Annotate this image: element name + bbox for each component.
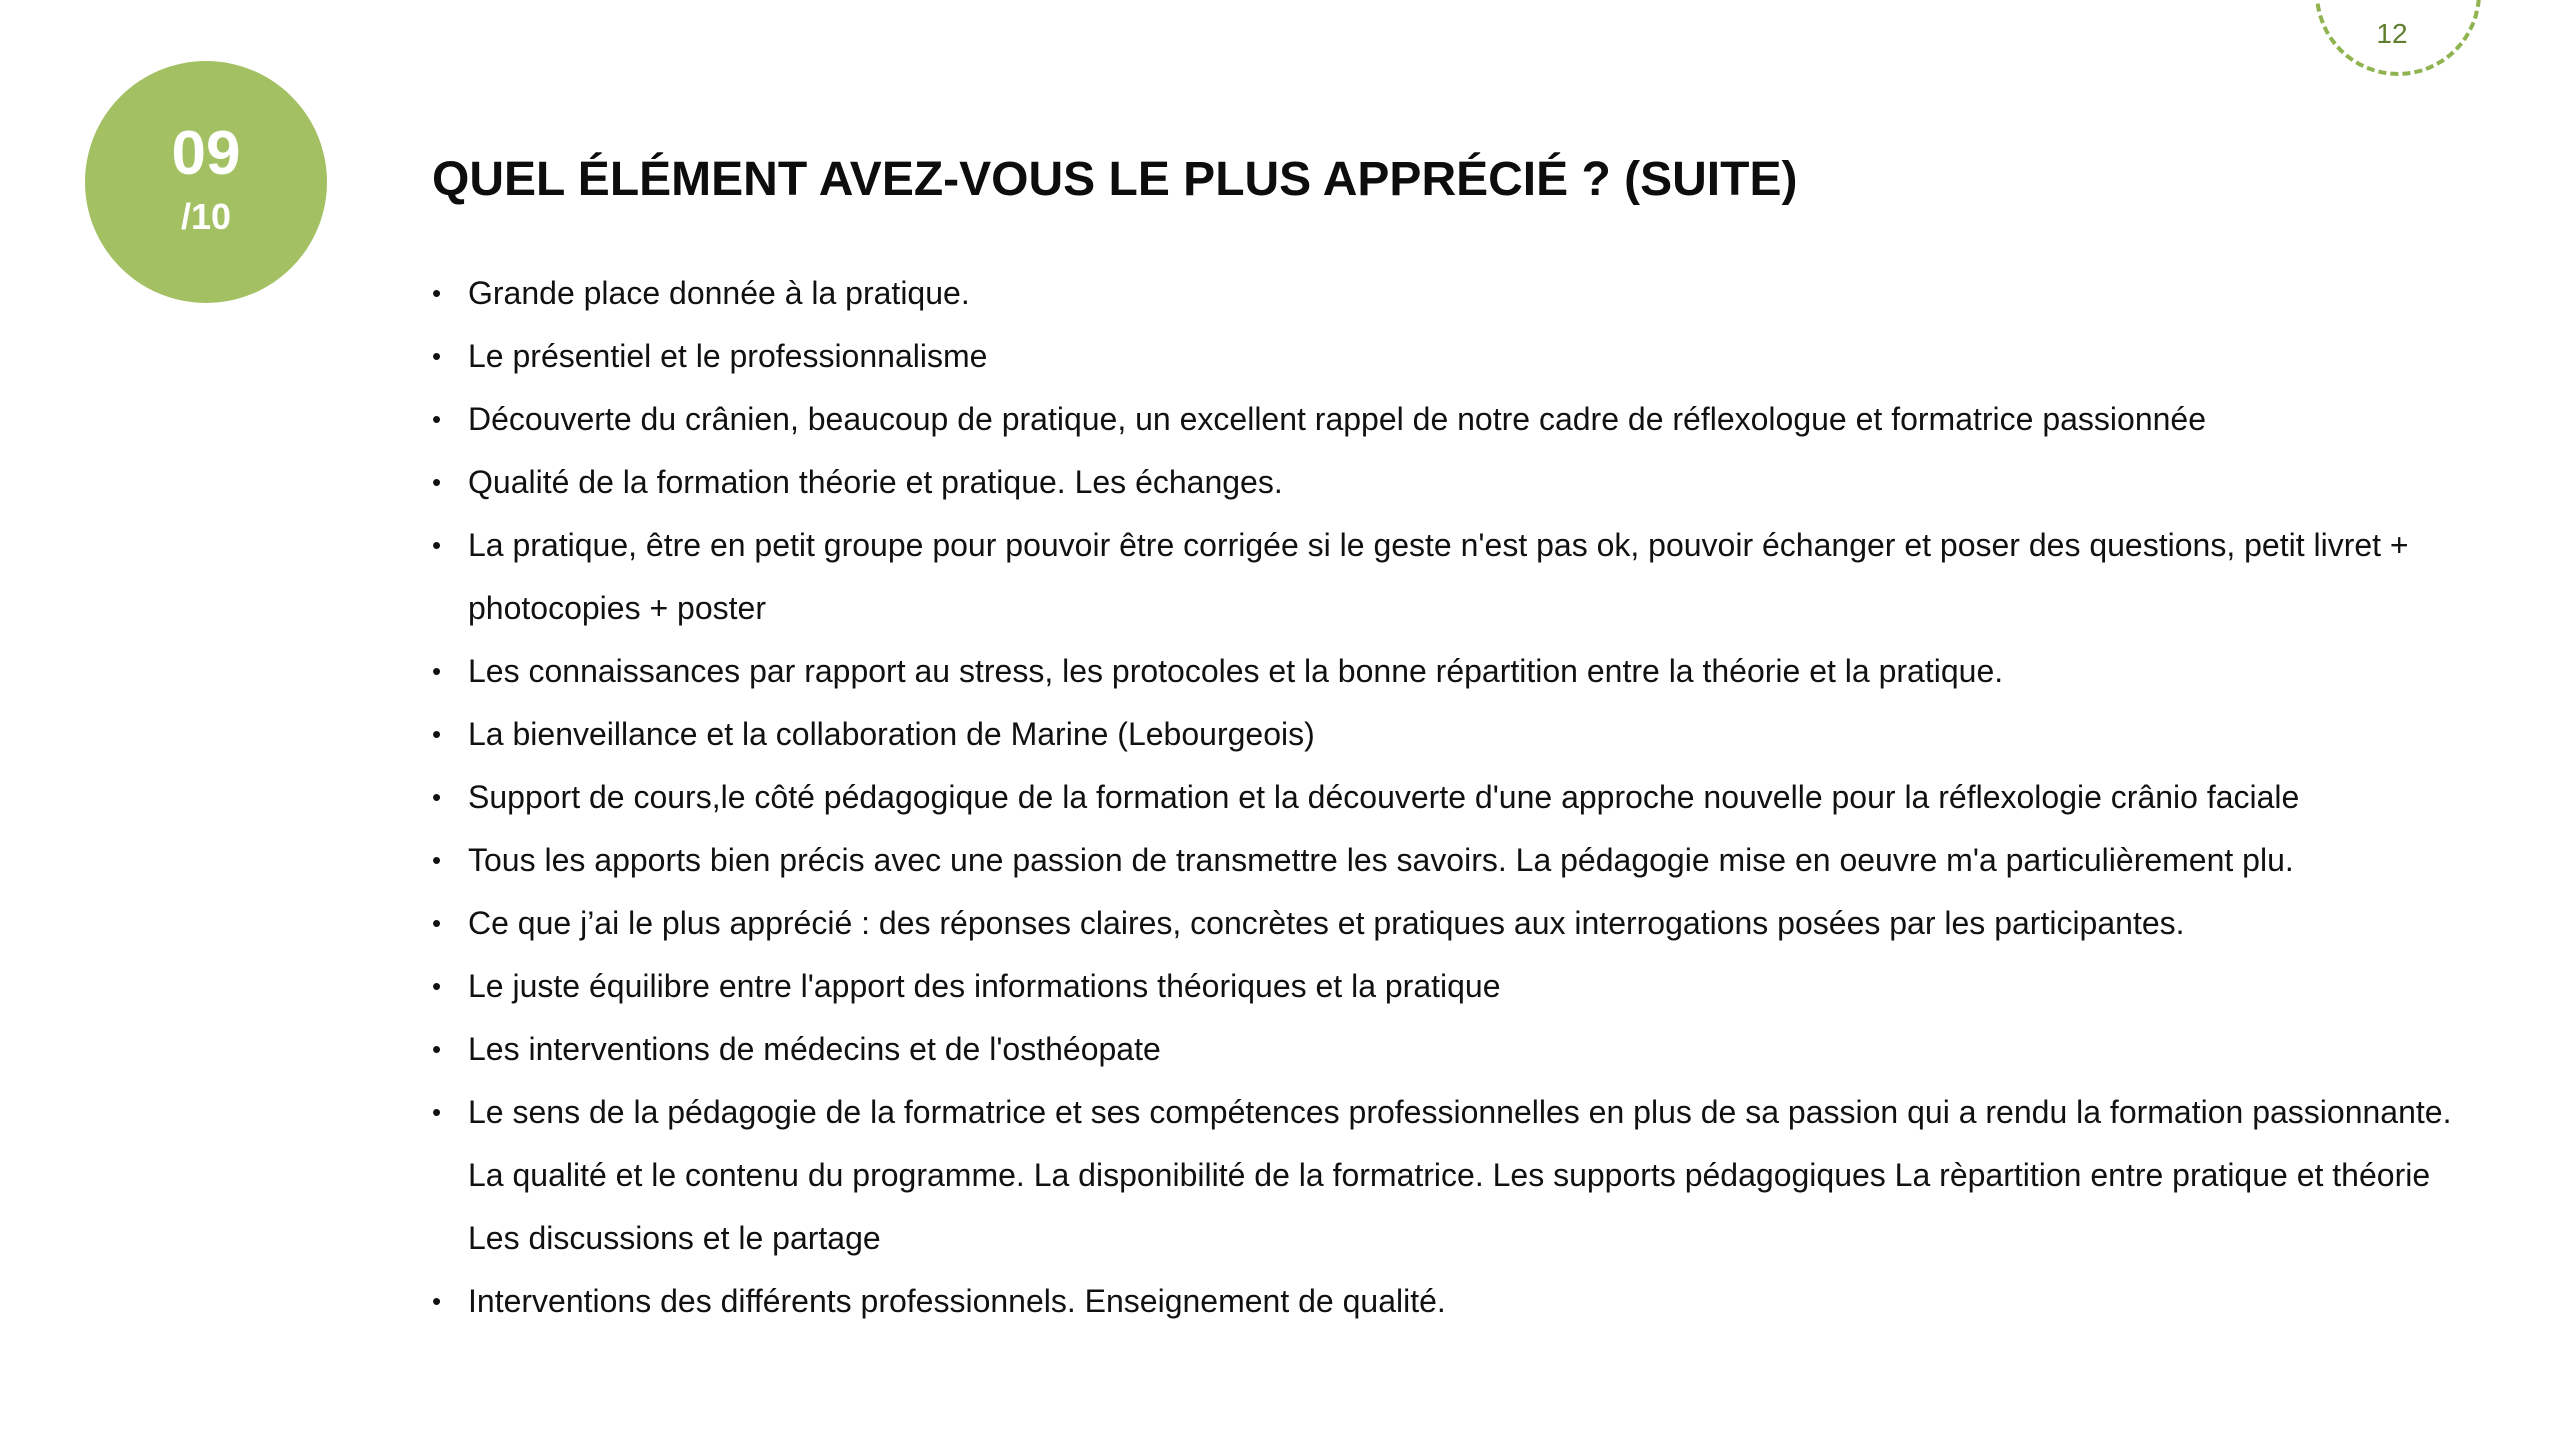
bullet-icon: •: [432, 341, 442, 371]
bullet-icon: •: [432, 971, 442, 1001]
list-item: [432, 388, 2472, 451]
list-item: [432, 1270, 2472, 1333]
list-item-text: Le juste équilibre entre l'apport des informations théoriques et la pratique: [468, 968, 1501, 1004]
question-total: /10: [180, 196, 232, 237]
list-item: [432, 892, 2472, 955]
page-number: 12: [2376, 18, 2408, 49]
list-item: [432, 262, 2472, 325]
list-item: [432, 1018, 2472, 1081]
bullet-icon: •: [432, 404, 442, 434]
list-item-text: Interventions des différents professionnels. Enseignement de qualité.: [468, 1283, 1446, 1319]
list-item: [432, 514, 2472, 640]
list-item-text: Support de cours,le côté pédagogique de la formation et la découverte d'une approche nouvelle pour la réflexologie crânio faciale: [468, 779, 2300, 815]
bullet-icon: •: [432, 782, 442, 812]
list-item-text: Le présentiel et le professionnalisme: [468, 338, 988, 374]
question-number: 09: [171, 119, 241, 188]
bullet-icon: •: [432, 1286, 442, 1316]
list-item: [432, 1081, 2472, 1270]
list-item-text: Tous les apports bien précis avec une passion de transmettre les savoirs. La pédagogie mise en oeuvre m'a particulièrement plu.: [468, 842, 2294, 878]
bullet-icon: •: [432, 530, 442, 560]
list-item: [432, 640, 2472, 703]
list-item-text: La bienveillance et la collaboration de Marine (Lebourgeois): [468, 716, 1315, 752]
bullet-icon: •: [432, 1034, 442, 1064]
question-number-badge: [85, 61, 327, 303]
bullet-icon: •: [432, 719, 442, 749]
list-item-text: Le sens de la pédagogie de la formatrice et ses compétences professionnelles en plus de sa passion qui a rendu la formation passionnante. La qualité et le contenu du programme. La disponibilité de la formatrice. Les supports pédagogiques La rèpartition entre pratique et théorie Les discussions et le partage: [468, 1094, 2452, 1256]
list-item: [432, 955, 2472, 1018]
bullet-icon: •: [432, 467, 442, 497]
list-item: [432, 703, 2472, 766]
list-item: [432, 325, 2472, 388]
list-item-text: Ce que j’ai le plus apprécié : des réponses claires, concrètes et pratiques aux interrogations posées par les participantes.: [468, 905, 2185, 941]
answers-list: [432, 262, 2472, 1333]
bullet-icon: •: [432, 845, 442, 875]
bullet-icon: •: [432, 656, 442, 686]
slide-title: QUEL ÉLÉMENT AVEZ-VOUS LE PLUS APPRÉCIÉ ? (SUITE): [432, 153, 1798, 206]
bullet-icon: •: [432, 1097, 442, 1127]
list-item-text: La pratique, être en petit groupe pour pouvoir être corrigée si le geste n'est pas ok, pouvoir échanger et poser des questions, petit livret + photocopies + poster: [468, 527, 2409, 626]
list-item-text: Qualité de la formation théorie et pratique. Les échanges.: [468, 464, 1283, 500]
list-item: [432, 766, 2472, 829]
list-item-text: Les interventions de médecins et de l'osthéopate: [468, 1031, 1161, 1067]
list-item: [432, 829, 2472, 892]
bullet-icon: •: [432, 908, 442, 938]
bullet-icon: •: [432, 278, 442, 308]
list-item-text: Grande place donnée à la pratique.: [468, 275, 970, 311]
list-item-text: Les connaissances par rapport au stress, les protocoles et la bonne répartition entre la théorie et la pratique.: [468, 653, 2004, 689]
list-item-text: Découverte du crânien, beaucoup de pratique, un excellent rappel de notre cadre de réflexologue et formatrice passionnée: [468, 401, 2207, 437]
list-item: [432, 451, 2472, 514]
